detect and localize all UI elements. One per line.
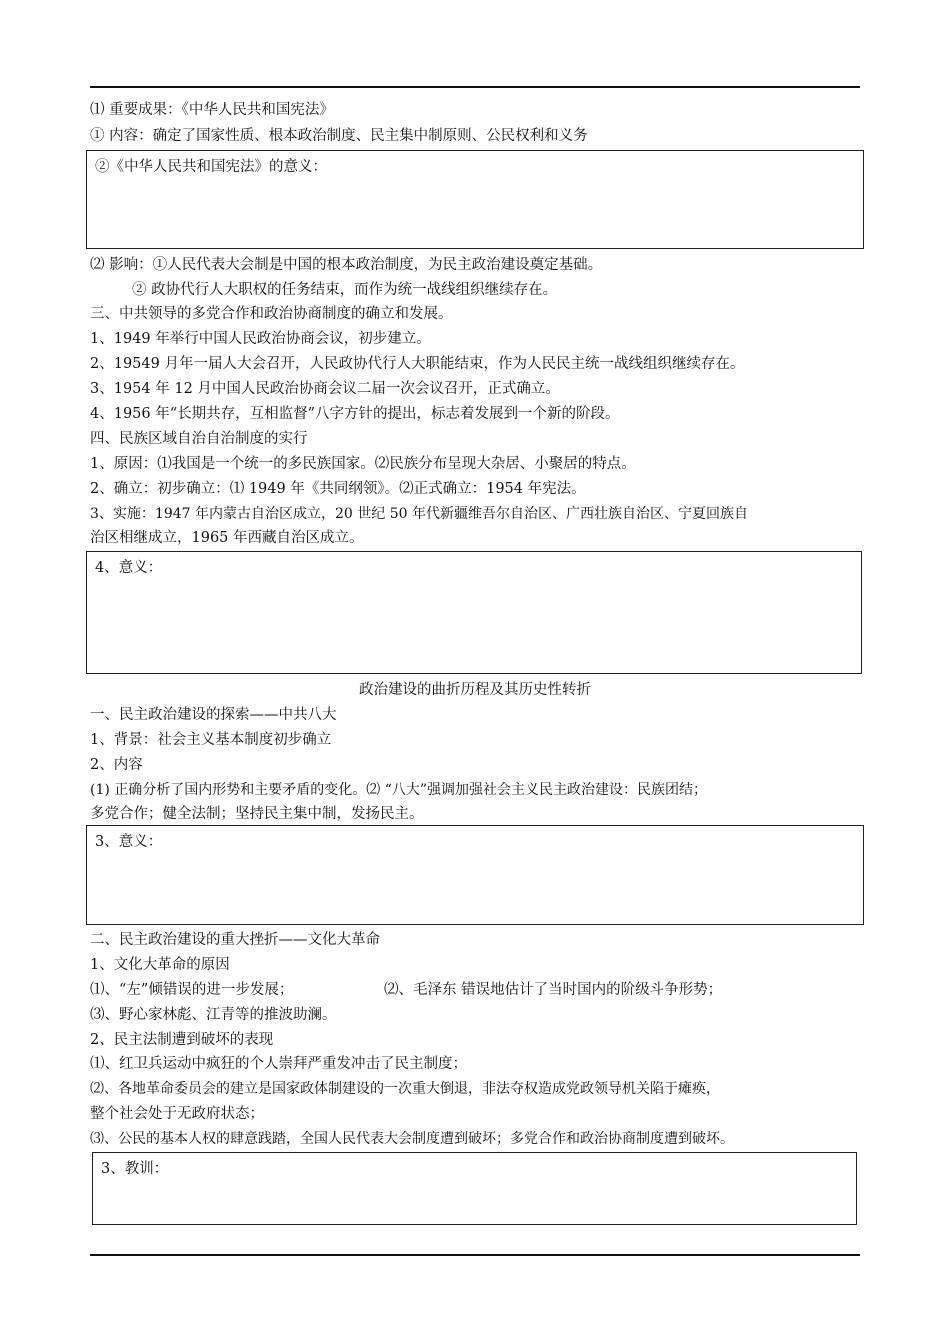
answer-box-label: 4、意义： xyxy=(95,560,163,576)
text-line: ⑵、毛泽东 错误地估计了当时国内的阶级斗争形势； xyxy=(384,982,723,998)
text-line: 1、背景：社会主义基本制度初步确立 xyxy=(90,732,332,748)
text-line: 4、1956 年“长期共存，互相监督”八字方针的提出，标志着发展到一个新的阶段。 xyxy=(90,406,620,422)
section-heading: 三、中共领导的多党合作和政治协商制度的确立和发展。 xyxy=(90,306,453,322)
answer-box-autonomy-significance xyxy=(86,551,862,674)
text-line: ⑵、各地革命委员会的建立是国家政体制建设的一次重大倒退，非法夺权造成党政领导机关陷于瘫痪， xyxy=(90,1081,720,1097)
text-line: 2、确立：初步确立：⑴ 1949 年《共同纲领》。⑵正式确立：1954 年宪法。 xyxy=(90,481,586,497)
text-line: 治区相继成立，1965 年西藏自治区成立。 xyxy=(90,530,364,546)
text-line: 3、1954 年 12 月中国人民政治协商会议二届一次会议召开，正式确立。 xyxy=(90,381,560,397)
text-line: ⑶、野心家林彪、江青等的推波助澜。 xyxy=(90,1007,337,1023)
answer-box-constitution-significance xyxy=(86,150,864,249)
text-line: 整个社会处于无政府状态； xyxy=(90,1106,264,1122)
text-line: ② 政协代行人大职权的任务结束，而作为统一战线组织继续存在。 xyxy=(132,282,558,298)
text-line: 3、实施：1947 年内蒙古自治区成立，20 世纪 50 年代新疆维吾尔自治区、广西壮族自治区、宁夏回族自 xyxy=(90,506,748,522)
text-line: 1、原因：⑴我国是一个统一的多民族国家。⑵民族分布呈现大杂居、小聚居的特点。 xyxy=(90,456,636,472)
section-heading: 四、民族区域自治自治制度的实行 xyxy=(90,431,308,447)
answer-box-lessons xyxy=(92,1152,857,1225)
text-line: 2、内容 xyxy=(90,757,143,773)
text-line: ⑴、“左”倾错误的进一步发展； xyxy=(90,982,294,998)
text-line: ⑴ 重要成果：《中华人民共和国宪法》 xyxy=(90,102,334,118)
text-line: ⑵ 影响：①人民代表大会制是中国的根本政治制度，为民主政治建设奠定基础。 xyxy=(90,257,603,273)
answer-box-eighth-congress-significance xyxy=(86,825,864,925)
text-line: ⑴、红卫兵运动中疯狂的个人崇拜严重发冲击了民主制度； xyxy=(90,1056,467,1072)
answer-box-label: ②《中华人民共和国宪法》的意义： xyxy=(95,159,327,175)
text-line: 多党合作；健全法制；坚持民主集中制，发扬民主。 xyxy=(90,806,424,822)
text-line: ① 内容：确定了国家性质、根本政治制度、民主集中制原则、公民权利和义务 xyxy=(90,128,588,144)
top-rule xyxy=(90,86,860,88)
text-line: 1、文化大革命的原因 xyxy=(90,957,230,973)
section-title: 政治建设的曲折历程及其历史性转折 xyxy=(359,682,591,698)
text-line: ⑶、公民的基本人权的肆意践踏，全国人民代表大会制度遭到破坏；多党合作和政治协商制度遭到破坏。 xyxy=(90,1131,734,1147)
text-line: 2、民主法制遭到破坏的表现 xyxy=(90,1032,274,1048)
answer-box-label: 3、意义： xyxy=(95,834,163,850)
section-heading: 二、民主政治建设的重大挫折——文化大革命 xyxy=(90,932,380,948)
text-line: 1、1949 年举行中国人民政治协商会议，初步建立。 xyxy=(90,331,431,347)
text-line: 2、19549 月年一届人大会召开，人民政协代行人大职能结束，作为人民民主统一战线组织继续存在。 xyxy=(90,356,745,372)
bottom-rule xyxy=(90,1254,860,1256)
section-heading: 一、民主政治建设的探索——中共八大 xyxy=(90,707,337,723)
answer-box-label: 3、教训： xyxy=(101,1161,169,1177)
text-line: (1) 正确分析了国内形势和主要矛盾的变化。⑵ “八大”强调加强社会主义民主政治建设：民族团结； xyxy=(90,782,708,798)
